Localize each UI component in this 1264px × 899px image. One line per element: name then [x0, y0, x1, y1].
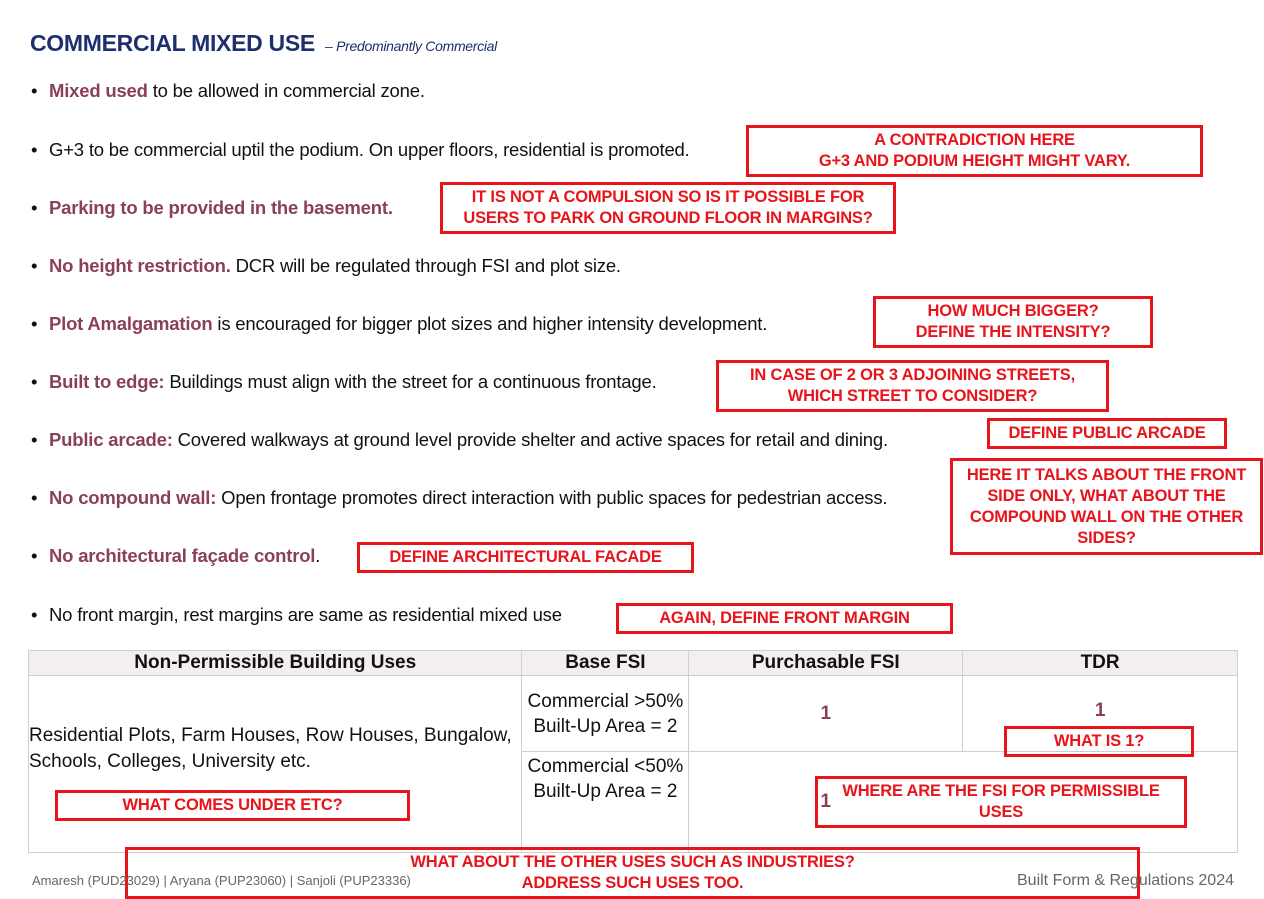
bullet-dot: •	[31, 604, 38, 625]
bullet-text: G+3 to be commercial uptil the podium. On upper floors, residential is promoted.	[49, 139, 690, 160]
bullet-text: Covered walkways at ground level provide shelter and active spaces for retail and dining.	[172, 429, 888, 450]
cell-purchasable-fsi: 1	[689, 676, 963, 752]
bullet-mixed-use	[31, 80, 425, 102]
header-purchasable-fsi: Purchasable FSI	[689, 651, 963, 676]
bullet-public-arcade	[31, 429, 888, 451]
footer-authors: Amaresh (PUD23029) | Aryana (PUP23060) | Sanjoli (PUP23336)	[32, 873, 411, 888]
bullet-highlight: Built to edge:	[49, 371, 165, 392]
bullet-dot: •	[31, 487, 38, 508]
bullet-text: DCR will be regulated through FSI and plot size.	[230, 255, 621, 276]
bullet-highlight: Parking to be provided in the basement.	[49, 197, 393, 218]
cell-base-fsi: Commercial <50% Built-Up Area = 2	[522, 752, 689, 853]
bullet-highlight: Public arcade:	[49, 429, 173, 450]
cell-purchasable-fsi: 1	[689, 752, 1238, 853]
bullet-dot: •	[31, 429, 38, 450]
page-title	[30, 30, 497, 57]
bullet-highlight: Mixed used	[49, 80, 148, 101]
bullet-dot: •	[31, 255, 38, 276]
bullet-text: to be allowed in commercial zone.	[147, 80, 425, 101]
bullet-text: Buildings must align with the street for a continuous frontage.	[164, 371, 657, 392]
cell-non-permissible-uses: Residential Plots, Farm Houses, Row Houses, Bungalow, Schools, Colleges, University etc.	[29, 676, 522, 853]
bullet-text: No front margin, rest margins are same as residential mixed use	[49, 604, 562, 625]
bullet-parking	[31, 197, 393, 219]
annotation-parking: IT IS NOT A COMPULSION SO IS IT POSSIBLE FOR USERS TO PARK ON GROUND FLOOR IN MARGINS?	[440, 182, 896, 234]
annotation-front-side: HERE IT TALKS ABOUT THE FRONT SIDE ONLY, WHAT ABOUT THE COMPOUND WALL ON THE OTHER SIDES?	[950, 458, 1263, 555]
annotation-facade: DEFINE ARCHITECTURAL FACADE	[357, 542, 694, 573]
header-non-permissible-uses: Non-Permissible Building Uses	[29, 651, 522, 676]
bullet-highlight: Plot Amalgamation	[49, 313, 213, 334]
annotation-bigger: HOW MUCH BIGGER? DEFINE THE INTENSITY?	[873, 296, 1153, 348]
annotation-streets: IN CASE OF 2 OR 3 ADJOINING STREETS, WHICH STREET TO CONSIDER?	[716, 360, 1109, 412]
bullet-dot: •	[31, 313, 38, 334]
annotation-what-is-1: WHAT IS 1?	[1004, 726, 1194, 757]
annotation-other-uses: WHAT ABOUT THE OTHER USES SUCH AS INDUSTRIES? ADDRESS SUCH USES TOO.	[125, 847, 1140, 899]
title-subtitle: – Predominantly Commercial	[325, 38, 497, 54]
bullet-height	[31, 255, 621, 277]
bullet-text: Open frontage promotes direct interaction with public spaces for pedestrian access.	[216, 487, 888, 508]
bullet-amalgamation	[31, 313, 767, 335]
footer-course: Built Form & Regulations 2024	[1017, 872, 1234, 889]
bullet-text: is encouraged for bigger plot sizes and higher intensity development.	[212, 313, 768, 334]
bullet-highlight: No architectural façade control	[49, 545, 316, 566]
bullet-dot: •	[31, 197, 38, 218]
bullet-dot: •	[31, 80, 38, 101]
bullet-front-margin	[31, 604, 562, 626]
annotation-arcade: DEFINE PUBLIC ARCADE	[987, 418, 1227, 449]
header-tdr: TDR	[963, 651, 1238, 676]
bullet-highlight: No height restriction.	[49, 255, 231, 276]
title-main: COMMERCIAL MIXED USE	[30, 30, 315, 56]
bullet-facade	[31, 545, 320, 567]
bullet-dot: •	[31, 139, 38, 160]
bullet-text: .	[315, 545, 321, 566]
annotation-permissible: WHERE ARE THE FSI FOR PERMISSIBLE USES	[815, 776, 1187, 828]
bullet-highlight: No compound wall:	[49, 487, 217, 508]
bullet-dot: •	[31, 371, 38, 392]
header-base-fsi: Base FSI	[522, 651, 689, 676]
annotation-front-margin: AGAIN, DEFINE FRONT MARGIN	[616, 603, 953, 634]
annotation-contradiction: A CONTRADICTION HERE G+3 AND PODIUM HEIGHT MIGHT VARY.	[746, 125, 1203, 177]
cell-tdr: 1	[963, 676, 1238, 752]
table-header-row	[29, 651, 1238, 676]
cell-base-fsi: Commercial >50% Built-Up Area = 2	[522, 676, 689, 752]
bullet-dot: •	[31, 545, 38, 566]
annotation-etc: WHAT COMES UNDER ETC?	[55, 790, 410, 821]
bullet-compound-wall	[31, 487, 887, 509]
bullet-built-to-edge	[31, 371, 657, 393]
bullet-g3	[31, 139, 690, 161]
